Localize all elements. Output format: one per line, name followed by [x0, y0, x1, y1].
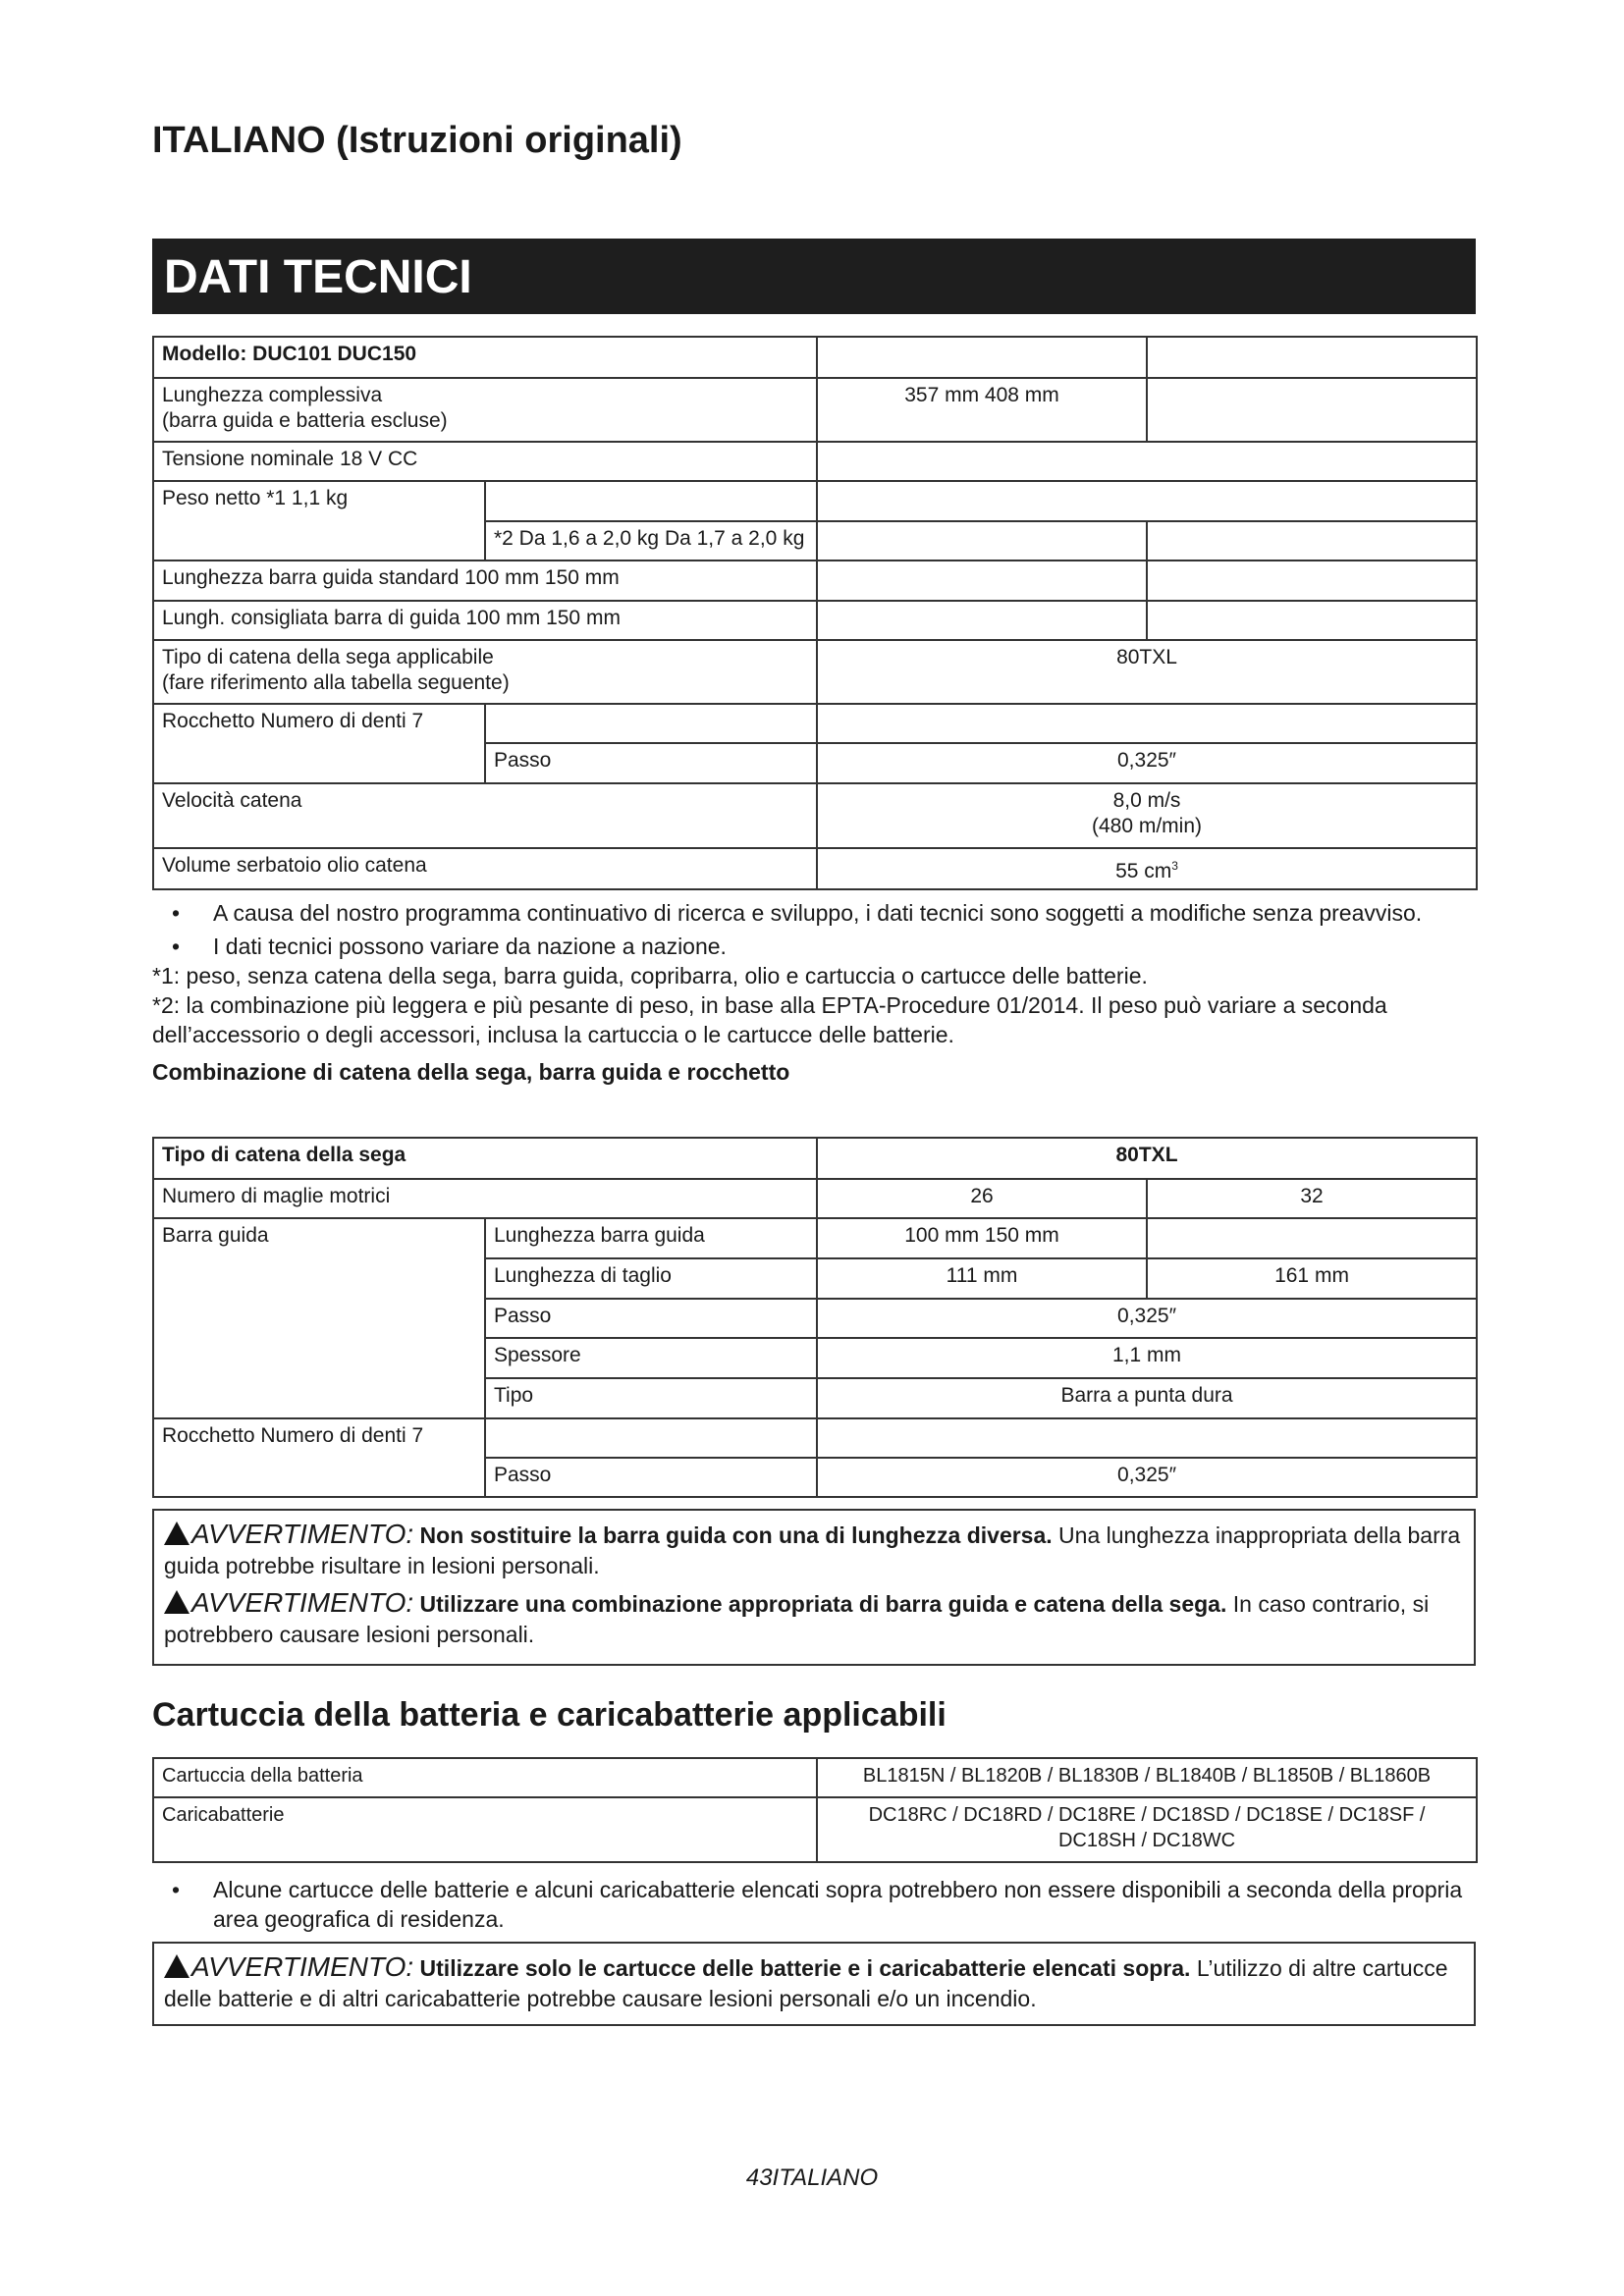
pitch-value: 0,325″ [817, 1299, 1477, 1338]
warning-box [152, 1509, 1476, 1666]
warning-box [152, 1942, 1476, 2026]
weight-range: *2 Da 1,6 a 2,0 kg Da 1,7 a 2,0 kg [485, 521, 817, 561]
warning-triangle-icon [164, 1590, 189, 1614]
page-number: 43ITALIANO [745, 2164, 879, 2191]
footnote-1: *1: peso, senza catena della sega, barra guida, copribarra, olio e cartuccia o cartucce delle batterie. [152, 963, 1148, 988]
links-b: 32 [1147, 1179, 1477, 1218]
sprocket-pitch-value: 0,325″ [817, 1458, 1477, 1497]
battery-title: Cartuccia della batteria e caricabatterie applicabili [152, 1696, 947, 1734]
note-bullet: • I dati tecnici possono variare da nazione a nazione. [172, 934, 727, 959]
rec-bar-label: Lungh. consigliata barra di guida 100 mm 150 mm [153, 601, 817, 640]
pitch-label: Passo [485, 743, 817, 783]
cut-len-label: Lunghezza di taglio [485, 1258, 817, 1299]
type-value: Barra a punta dura [817, 1378, 1477, 1418]
oil-label: Volume serbatoio olio catena [153, 848, 817, 889]
bar-len-value: 100 mm 150 mm [817, 1218, 1147, 1258]
warning: AVVERTIMENTO: Non sostituire la barra guida con una di lunghezza diversa. Una lunghezza inappropriata della barra guida potrebbe risultare in lesioni personali. [164, 1519, 1461, 1578]
speed-value: 8,0 m/s (480 m/min) [817, 783, 1477, 848]
pitch-value: 0,325″ [817, 743, 1477, 783]
bar-label: Barra guida [153, 1218, 485, 1418]
sprocket-label: Rocchetto Numero di denti 7 [153, 1418, 485, 1497]
links-a: 26 [817, 1179, 1147, 1218]
charger-value: DC18RC / DC18RD / DC18RE / DC18SD / DC18SE / DC18SF / DC18SH / DC18WC [817, 1797, 1477, 1862]
std-bar-label: Lunghezza barra guida standard 100 mm 150 mm [153, 561, 817, 601]
charger-label: Caricabatterie [153, 1797, 817, 1862]
chain-type-value: 80TXL [817, 640, 1477, 704]
type-label: Tipo [485, 1378, 817, 1418]
pitch-label: Passo [485, 1299, 817, 1338]
warning: AVVERTIMENTO: Utilizzare una combinazione appropriata di barra guida e catena della sega. In caso contrario, si potrebbero causare lesioni personali. [164, 1587, 1430, 1647]
combo-table [152, 1137, 1478, 1498]
warning-triangle-icon [164, 1954, 189, 1978]
model-label: Modello: DUC101 DUC150 [153, 337, 817, 378]
battery-value: BL1815N / BL1820B / BL1830B / BL1840B / BL1850B / BL1860B [817, 1758, 1477, 1797]
footnote-2: *2: la combinazione più leggera e più pesante di peso, in base alla EPTA-Procedure 01/2014. Il peso può variare a seconda dell’accessorio o degli accessori, inclusa la cartuccia o le cartucce delle batterie. [152, 992, 1387, 1047]
battery-label: Cartuccia della batteria [153, 1758, 817, 1797]
spec-notes [152, 898, 1476, 1087]
warning-triangle-icon [164, 1522, 189, 1545]
weight-label: Peso netto *1 1,1 kg [153, 481, 485, 561]
chain-type-value: 80TXL [817, 1138, 1477, 1179]
warning: AVVERTIMENTO: Utilizzare solo le cartucce delle batterie e i caricabatterie elencati sopra. L’utilizzo di altre cartucce delle batterie e di altri caricabatterie potrebbe causare lesioni personali e/o un incendio. [164, 1951, 1448, 2011]
length-value: 357 mm 408 mm [817, 378, 1147, 442]
note-bullet: • A causa del nostro programma continuativo di ricerca e sviluppo, i dati tecnici sono soggetti a modifiche senza preavviso. [172, 900, 1423, 926]
section-title: DATI TECNICI [152, 239, 1476, 314]
oil-value: 55 $cm^3$ [817, 848, 1477, 889]
sprocket-label: Rocchetto Numero di denti 7 [153, 704, 485, 783]
combo-title: Combinazione di catena della sega, barra guida e rocchetto [152, 1059, 790, 1085]
battery-table [152, 1757, 1478, 1863]
cut-b: 161 mm [1147, 1258, 1477, 1299]
speed-label: Velocità catena [153, 783, 817, 848]
gauge-value: 1,1 mm [817, 1338, 1477, 1378]
links-label: Numero di maglie motrici [153, 1179, 817, 1218]
specs-table [152, 336, 1478, 890]
chain-type-header: Tipo di catena della sega [153, 1138, 817, 1179]
gauge-label: Spessore [485, 1338, 817, 1378]
length-label: Lunghezza complessiva (barra guida e batteria escluse) [153, 378, 817, 442]
chain-type-label: Tipo di catena della sega applicabile (fare riferimento alla tabella seguente) [153, 640, 817, 704]
cut-a: 111 mm [817, 1258, 1147, 1299]
battery-note: • Alcune cartucce delle batterie e alcuni caricabatterie elencati sopra potrebbero non essere disponibili a seconda della propria area geografica di residenza. [172, 1877, 1463, 1932]
language-title: ITALIANO (Istruzioni originali) [152, 120, 682, 161]
bar-len-label: Lunghezza barra guida [485, 1218, 817, 1258]
sprocket-pitch-label: Passo [485, 1458, 817, 1497]
voltage-label: Tensione nominale 18 V CC [153, 442, 817, 481]
